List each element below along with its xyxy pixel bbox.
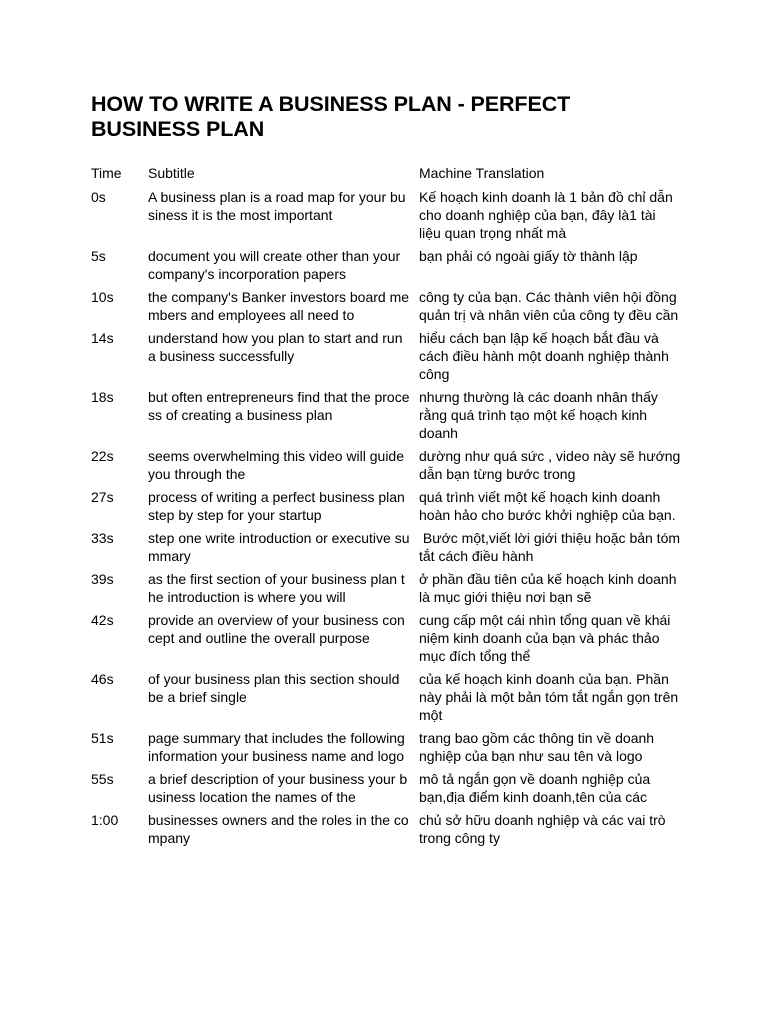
row-time: 42s [91, 612, 114, 628]
row-subtitle: page summary that includes the following information your business name and logo [148, 730, 405, 764]
table-row [91, 188, 681, 247]
transcript-rows [91, 188, 685, 852]
table-row [91, 670, 681, 729]
row-time: 55s [91, 771, 114, 787]
row-subtitle: of your business plan this section should be a brief single [148, 671, 400, 705]
row-subtitle: seems overwhelming this video will guide you through the [148, 448, 405, 482]
row-translation: Kế hoạch kinh doanh là 1 bản đồ chỉ dẫn cho doanh nghiệp của bạn, đây là1 tài liệu quan trọng nhất mà [419, 189, 677, 241]
row-subtitle: businesses owners and the roles in the company [148, 812, 409, 846]
row-translation: công ty của bạn. Các thành viên hội đồng quản trị và nhân viên của công ty đều cần [419, 289, 681, 323]
table-row [91, 288, 681, 329]
row-translation: trang bao gồm các thông tin về doanh nghiệp của bạn như sau tên và logo [419, 730, 658, 764]
row-translation: quá trình viết một kế hoạch kinh doanh hoàn hảo cho bước khởi nghiệp của bạn. [419, 489, 676, 523]
row-time: 39s [91, 571, 114, 587]
row-translation: mô tả ngắn gọn về doanh nghiệp của bạn,địa điểm kinh doanh,tên của các [419, 771, 655, 805]
row-translation: hiểu cách bạn lập kế hoạch bắt đầu và cách điều hành một doanh nghiệp thành công [419, 330, 673, 382]
row-time: 14s [91, 330, 114, 346]
table-row [91, 529, 681, 570]
column-header-subtitle: Subtitle [148, 165, 195, 181]
row-translation: chủ sở hữu doanh nghiệp và các vai trò trong công ty [419, 812, 670, 846]
row-time: 18s [91, 389, 114, 405]
table-header-row [91, 164, 681, 188]
column-header-translation: Machine Translation [419, 165, 545, 181]
transcript-table [91, 164, 685, 852]
row-subtitle: a brief description of your business your business location the names of the [148, 771, 408, 805]
row-subtitle: the company's Banker investors board members and employees all need to [148, 289, 410, 323]
row-subtitle: understand how you plan to start and run a business successfully [148, 330, 403, 364]
table-row [91, 570, 681, 611]
row-time: 5s [91, 248, 106, 264]
table-row [91, 329, 681, 388]
document-title: HOW TO WRITE A BUSINESS PLAN - PERFECT BUSINESS PLAN [91, 92, 571, 141]
row-translation: nhưng thường là các doanh nhân thấy rằng quá trình tạo một kế hoạch kinh doanh [419, 389, 662, 441]
row-translation: ở phần đầu tiên của kế hoạch kinh doanh là mục giới thiệu nơi bạn sẽ [419, 571, 681, 605]
row-time: 51s [91, 730, 114, 746]
row-translation: của kế hoạch kinh doanh của bạn. Phần này phải là một bản tóm tắt ngắn gọn trên một [419, 671, 683, 723]
row-subtitle: as the first section of your business plan the introduction is where you will [148, 571, 405, 605]
column-header-time: Time [91, 165, 122, 181]
row-time: 22s [91, 448, 114, 464]
row-subtitle: document you will create other than your company's incorporation papers [148, 248, 401, 282]
table-row [91, 247, 681, 288]
row-translation: Bước một,viết lời giới thiệu hoặc bản tóm tắt cách điều hành [419, 530, 684, 564]
row-translation: cung cấp một cái nhìn tổng quan về khái niệm kinh doanh của bạn và phác thảo mục đích tổng thể [419, 612, 675, 664]
row-translation: dường như quá sức , video này sẽ hướng dẫn bạn từng bước trong [419, 448, 685, 482]
row-time: 10s [91, 289, 114, 305]
table-row [91, 770, 681, 811]
row-subtitle: A business plan is a road map for your business it is the most important [148, 189, 406, 223]
table-row [91, 488, 681, 529]
row-time: 27s [91, 489, 114, 505]
row-subtitle: provide an overview of your business concept and outline the overall purpose [148, 612, 405, 646]
row-time: 46s [91, 671, 114, 687]
row-translation: bạn phải có ngoài giấy tờ thành lập [419, 248, 638, 264]
row-subtitle: process of writing a perfect business plan step by step for your startup [148, 489, 405, 523]
row-time: 33s [91, 530, 114, 546]
row-subtitle: but often entrepreneurs find that the process of creating a business plan [148, 389, 410, 423]
table-row [91, 729, 681, 770]
table-row [91, 447, 681, 488]
row-time: 1:00 [91, 812, 119, 828]
table-row [91, 811, 681, 852]
table-row [91, 611, 681, 670]
row-time: 0s [91, 189, 106, 205]
table-row [91, 388, 681, 447]
row-subtitle: step one write introduction or executive summary [148, 530, 410, 564]
